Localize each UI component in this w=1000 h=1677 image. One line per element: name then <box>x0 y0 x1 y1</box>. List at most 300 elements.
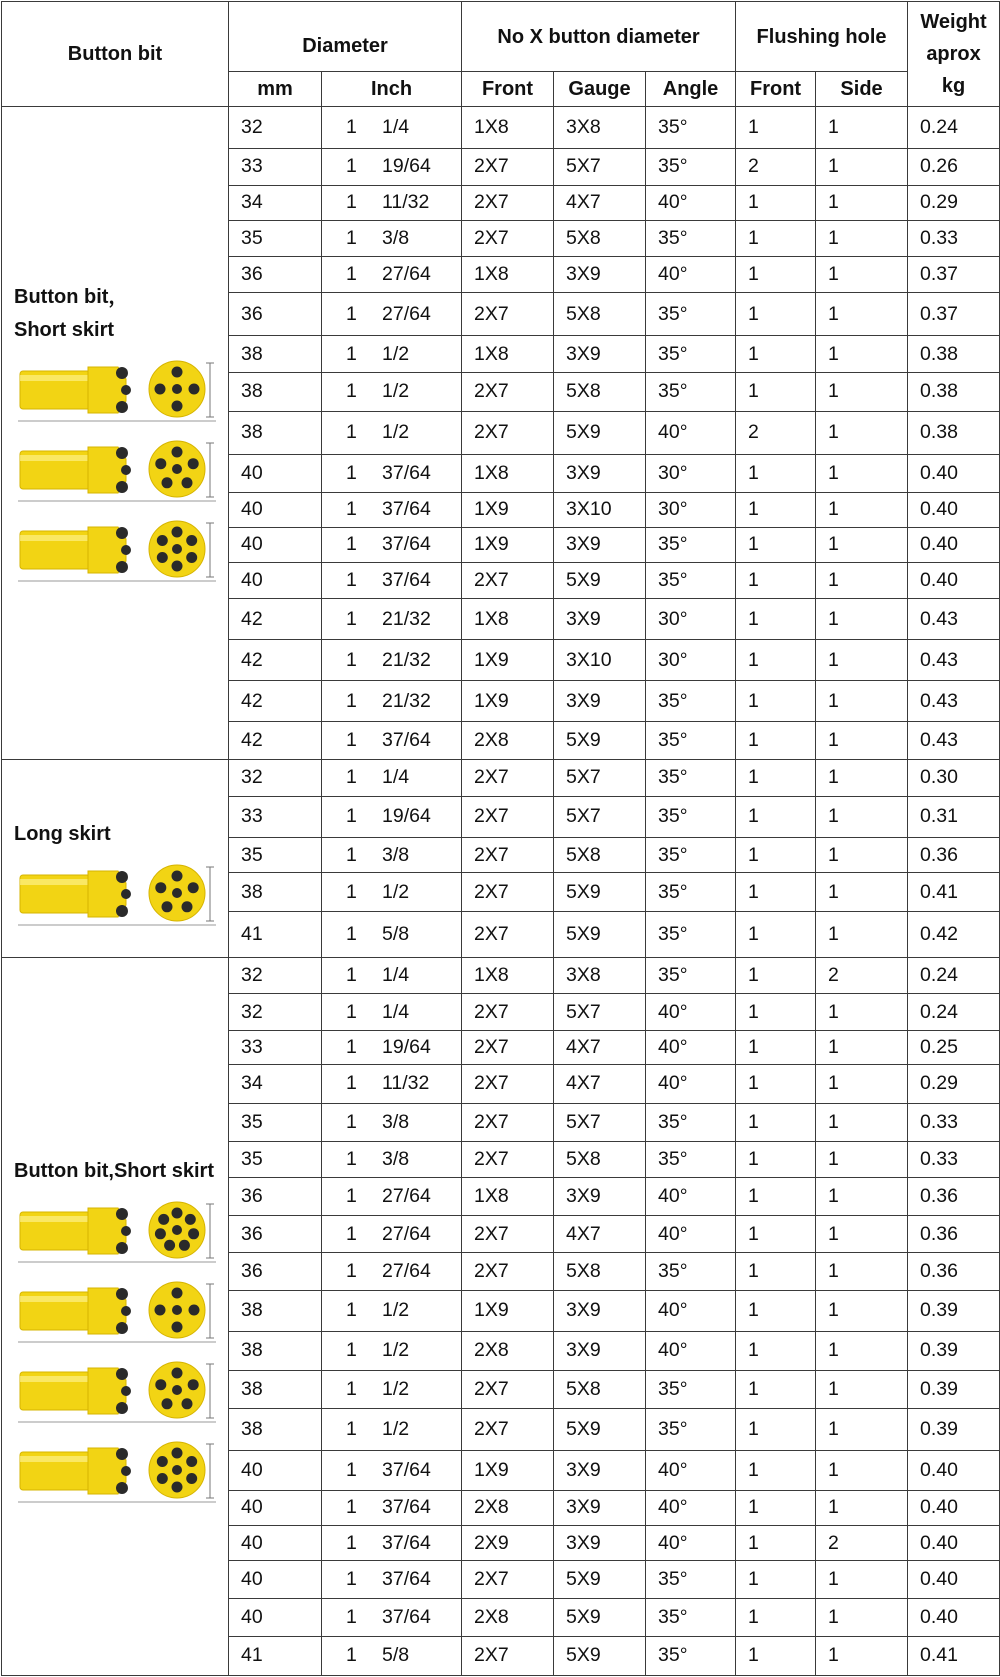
cell-flush-side: 1 <box>816 1636 908 1675</box>
cell-weight: 0.40 <box>908 527 1000 563</box>
header-weight-line-2: aprox <box>926 43 981 65</box>
cell-weight: 0.43 <box>908 640 1000 681</box>
inch-fraction: 1/2 <box>382 880 410 903</box>
cell-gauge: 3X9 <box>554 1290 646 1331</box>
cell-flush-front: 1 <box>736 1216 816 1253</box>
inch-fraction: 1/2 <box>382 1417 410 1440</box>
cell-weight: 0.37 <box>908 257 1000 293</box>
category-cell <box>2 107 229 760</box>
cell-angle: 35° <box>646 796 736 837</box>
cell-mm: 35 <box>229 1103 322 1141</box>
cell-flush-side: 1 <box>816 1450 908 1490</box>
cell-gauge: 5X9 <box>554 1636 646 1675</box>
cell-gauge: 4X7 <box>554 1031 646 1065</box>
cell-weight: 0.40 <box>908 1450 1000 1490</box>
cell-gauge: 4X7 <box>554 185 646 220</box>
cell-angle: 40° <box>646 1450 736 1490</box>
cell-inch <box>322 1490 462 1526</box>
cell-flush-front: 1 <box>736 107 816 149</box>
cell-flush-front: 1 <box>736 1331 816 1370</box>
button-bit-short-skirt-2-drawing <box>14 439 219 505</box>
cell-inch <box>322 107 462 149</box>
cell-weight: 0.33 <box>908 1103 1000 1141</box>
cell-front: 2X7 <box>462 185 554 220</box>
header-product: Button bit <box>2 2 229 107</box>
cell-angle: 35° <box>646 220 736 257</box>
cell-front: 2X8 <box>462 1490 554 1526</box>
cell-inch <box>322 1408 462 1450</box>
cell-inch <box>322 912 462 957</box>
button-bit-spec-table <box>1 1 1000 1676</box>
inch-fraction: 37/64 <box>382 1531 431 1554</box>
cell-gauge: 5X7 <box>554 994 646 1031</box>
cell-flush-front: 1 <box>736 336 816 373</box>
cell-flush-front: 1 <box>736 1290 816 1331</box>
button-bit-short-skirt-6-image <box>14 1360 228 1426</box>
table-row <box>2 957 1000 994</box>
cell-mm: 40 <box>229 563 322 599</box>
cell-flush-side: 1 <box>816 1331 908 1370</box>
cell-flush-front: 1 <box>736 1526 816 1561</box>
cell-angle: 35° <box>646 107 736 149</box>
button-bit-long-skirt-1-drawing <box>14 863 219 929</box>
cell-inch <box>322 411 462 454</box>
inch-whole: 1 <box>346 421 357 444</box>
cell-angle: 35° <box>646 912 736 957</box>
cell-inch <box>322 796 462 837</box>
inch-whole: 1 <box>346 1072 357 1095</box>
cell-flush-side: 1 <box>816 837 908 873</box>
cell-weight: 0.39 <box>908 1331 1000 1370</box>
cell-flush-side: 1 <box>816 1178 908 1216</box>
cell-angle: 40° <box>646 1526 736 1561</box>
header-flush-front: Front <box>736 72 816 107</box>
cell-weight: 0.43 <box>908 722 1000 760</box>
header-angle: Angle <box>646 72 736 107</box>
cell-flush-side: 1 <box>816 1103 908 1141</box>
cell-flush-front: 1 <box>736 640 816 681</box>
inch-whole: 1 <box>346 191 357 214</box>
cell-angle: 35° <box>646 149 736 186</box>
cell-front: 2X9 <box>462 1526 554 1561</box>
cell-flush-front: 1 <box>736 994 816 1031</box>
cell-flush-front: 1 <box>736 1064 816 1103</box>
cell-flush-front: 1 <box>736 220 816 257</box>
cell-gauge: 3X9 <box>554 1450 646 1490</box>
cell-flush-side: 1 <box>816 563 908 599</box>
cell-flush-side: 1 <box>816 640 908 681</box>
inch-fraction: 37/64 <box>382 1567 431 1590</box>
cell-mm: 36 <box>229 1252 322 1290</box>
inch-fraction: 37/64 <box>382 498 431 521</box>
cell-flush-side: 1 <box>816 1561 908 1599</box>
cell-mm: 36 <box>229 1216 322 1253</box>
cell-front: 1X9 <box>462 1450 554 1490</box>
cell-mm: 41 <box>229 912 322 957</box>
cell-gauge: 3X9 <box>554 1526 646 1561</box>
cell-mm: 35 <box>229 837 322 873</box>
cell-gauge: 3X9 <box>554 1490 646 1526</box>
inch-whole: 1 <box>346 1185 357 1208</box>
category-label: Long skirt <box>14 822 111 845</box>
inch-fraction: 1/4 <box>382 116 410 139</box>
cell-mm: 42 <box>229 722 322 760</box>
inch-whole: 1 <box>346 569 357 592</box>
cell-front: 2X7 <box>462 1141 554 1178</box>
cell-inch <box>322 994 462 1031</box>
cell-inch <box>322 681 462 722</box>
inch-whole: 1 <box>346 1110 357 1133</box>
inch-fraction: 1/2 <box>382 380 410 403</box>
cell-angle: 40° <box>646 1064 736 1103</box>
cell-mm: 40 <box>229 455 322 493</box>
cell-weight: 0.40 <box>908 1490 1000 1526</box>
cell-gauge: 3X8 <box>554 107 646 149</box>
cell-weight: 0.38 <box>908 336 1000 373</box>
cell-flush-front: 1 <box>736 1408 816 1450</box>
cell-mm: 40 <box>229 1490 322 1526</box>
cell-mm: 32 <box>229 957 322 994</box>
cell-weight: 0.39 <box>908 1408 1000 1450</box>
inch-fraction: 19/64 <box>382 805 431 828</box>
cell-inch <box>322 1450 462 1490</box>
cell-front: 2X7 <box>462 837 554 873</box>
cell-inch <box>322 1178 462 1216</box>
cell-mm: 40 <box>229 492 322 527</box>
cell-gauge: 5X9 <box>554 873 646 912</box>
inch-fraction: 37/64 <box>382 728 431 751</box>
cell-mm: 36 <box>229 1178 322 1216</box>
cell-inch <box>322 149 462 186</box>
table-row <box>2 107 1000 149</box>
cell-front: 2X7 <box>462 1252 554 1290</box>
cell-flush-side: 1 <box>816 1598 908 1636</box>
cell-angle: 35° <box>646 1636 736 1675</box>
cell-flush-front: 1 <box>736 1370 816 1408</box>
cell-flush-side: 1 <box>816 1490 908 1526</box>
cell-flush-side: 1 <box>816 1141 908 1178</box>
cell-flush-side: 1 <box>816 873 908 912</box>
cell-inch <box>322 492 462 527</box>
cell-weight: 0.39 <box>908 1290 1000 1331</box>
cell-inch <box>322 1141 462 1178</box>
cell-flush-side: 1 <box>816 293 908 336</box>
cell-weight: 0.37 <box>908 293 1000 336</box>
cell-weight: 0.29 <box>908 185 1000 220</box>
inch-whole: 1 <box>346 302 357 325</box>
inch-fraction: 1/4 <box>382 1000 410 1023</box>
cell-inch <box>322 1370 462 1408</box>
cell-flush-side: 1 <box>816 599 908 640</box>
header-weight-line-3: kg <box>941 75 966 97</box>
cell-inch <box>322 293 462 336</box>
cell-front: 1X9 <box>462 640 554 681</box>
cell-flush-front: 1 <box>736 873 816 912</box>
header-row-1 <box>2 2 1000 72</box>
cell-front: 2X7 <box>462 796 554 837</box>
cell-weight: 0.36 <box>908 1216 1000 1253</box>
inch-fraction: 27/64 <box>382 1222 431 1245</box>
cell-gauge: 5X7 <box>554 149 646 186</box>
cell-angle: 35° <box>646 1103 736 1141</box>
cell-angle: 35° <box>646 873 736 912</box>
inch-whole: 1 <box>346 1531 357 1554</box>
cell-weight: 0.42 <box>908 912 1000 957</box>
cell-inch <box>322 1103 462 1141</box>
cell-flush-side: 1 <box>816 1290 908 1331</box>
cell-front: 2X7 <box>462 873 554 912</box>
inch-fraction: 27/64 <box>382 1259 431 1282</box>
cell-weight: 0.39 <box>908 1370 1000 1408</box>
cell-front: 1X8 <box>462 336 554 373</box>
cell-angle: 35° <box>646 293 736 336</box>
cell-weight: 0.36 <box>908 1178 1000 1216</box>
cell-angle: 40° <box>646 994 736 1031</box>
cell-flush-front: 1 <box>736 1103 816 1141</box>
cell-mm: 38 <box>229 1370 322 1408</box>
cell-gauge: 5X8 <box>554 220 646 257</box>
cell-flush-side: 1 <box>816 185 908 220</box>
cell-angle: 40° <box>646 257 736 293</box>
cell-gauge: 5X8 <box>554 1370 646 1408</box>
header-diameter: Diameter <box>229 2 462 72</box>
inch-fraction: 37/64 <box>382 569 431 592</box>
cell-mm: 38 <box>229 1331 322 1370</box>
cell-flush-front: 1 <box>736 912 816 957</box>
cell-flush-front: 1 <box>736 1490 816 1526</box>
inch-fraction: 27/64 <box>382 1185 431 1208</box>
cell-front: 2X7 <box>462 1031 554 1065</box>
cell-front: 2X7 <box>462 1064 554 1103</box>
cell-inch <box>322 1598 462 1636</box>
cell-flush-front: 1 <box>736 759 816 796</box>
cell-inch <box>322 336 462 373</box>
header-flush-side: Side <box>816 72 908 107</box>
inch-fraction: 1/2 <box>382 342 410 365</box>
cell-front: 1X9 <box>462 492 554 527</box>
inch-whole: 1 <box>346 116 357 139</box>
cell-mm: 33 <box>229 796 322 837</box>
cell-flush-side: 1 <box>816 455 908 493</box>
cell-flush-side: 1 <box>816 149 908 186</box>
inch-fraction: 37/64 <box>382 1496 431 1519</box>
cell-angle: 30° <box>646 492 736 527</box>
inch-whole: 1 <box>346 648 357 671</box>
cell-flush-side: 1 <box>816 759 908 796</box>
cell-weight: 0.38 <box>908 373 1000 412</box>
cell-front: 1X8 <box>462 455 554 493</box>
cell-gauge: 3X8 <box>554 957 646 994</box>
cell-mm: 32 <box>229 759 322 796</box>
cell-weight: 0.40 <box>908 563 1000 599</box>
inch-whole: 1 <box>346 1605 357 1628</box>
category-cell <box>2 957 229 1675</box>
cell-gauge: 4X7 <box>554 1064 646 1103</box>
cell-front: 2X7 <box>462 1103 554 1141</box>
cell-weight: 0.24 <box>908 957 1000 994</box>
inch-fraction: 5/8 <box>382 1644 410 1667</box>
cell-flush-front: 1 <box>736 492 816 527</box>
cell-flush-front: 1 <box>736 837 816 873</box>
cell-angle: 40° <box>646 185 736 220</box>
cell-flush-side: 1 <box>816 994 908 1031</box>
cell-mm: 36 <box>229 293 322 336</box>
inch-whole: 1 <box>346 1377 357 1400</box>
cell-gauge: 5X8 <box>554 837 646 873</box>
button-bit-short-skirt-1-drawing <box>14 359 219 425</box>
inch-fraction: 5/8 <box>382 922 410 945</box>
header-buttons: No X button diameter <box>462 2 736 72</box>
inch-whole: 1 <box>346 1458 357 1481</box>
cell-weight: 0.40 <box>908 1598 1000 1636</box>
cell-flush-front: 1 <box>736 1636 816 1675</box>
category-label: Button bit,Short skirt <box>14 1159 214 1182</box>
cell-inch <box>322 837 462 873</box>
cell-inch <box>322 1252 462 1290</box>
cell-flush-front: 1 <box>736 1031 816 1065</box>
button-bit-long-skirt-1-image <box>14 863 228 929</box>
cell-front: 2X8 <box>462 1331 554 1370</box>
cell-weight: 0.31 <box>908 796 1000 837</box>
cell-inch <box>322 1064 462 1103</box>
cell-mm: 32 <box>229 994 322 1031</box>
cell-angle: 40° <box>646 1290 736 1331</box>
cell-flush-side: 1 <box>816 1064 908 1103</box>
cell-weight: 0.40 <box>908 1526 1000 1561</box>
table-body <box>2 107 1000 1676</box>
cell-flush-side: 1 <box>816 107 908 149</box>
cell-flush-side: 1 <box>816 1408 908 1450</box>
cell-inch <box>322 1526 462 1561</box>
cell-gauge: 5X9 <box>554 722 646 760</box>
cell-angle: 30° <box>646 455 736 493</box>
header-gauge: Gauge <box>554 72 646 107</box>
cell-gauge: 3X9 <box>554 455 646 493</box>
inch-fraction: 27/64 <box>382 302 431 325</box>
cell-angle: 40° <box>646 1331 736 1370</box>
cell-flush-side: 1 <box>816 796 908 837</box>
cell-weight: 0.33 <box>908 1141 1000 1178</box>
cell-gauge: 3X9 <box>554 1331 646 1370</box>
cell-weight: 0.43 <box>908 681 1000 722</box>
cell-gauge: 4X7 <box>554 1216 646 1253</box>
inch-fraction: 11/32 <box>382 191 430 214</box>
button-bit-short-skirt-5-drawing <box>14 1280 219 1346</box>
inch-whole: 1 <box>346 1417 357 1440</box>
cell-mm: 34 <box>229 185 322 220</box>
inch-fraction: 3/8 <box>382 226 410 249</box>
cell-mm: 36 <box>229 257 322 293</box>
inch-fraction: 1/2 <box>382 1377 410 1400</box>
inch-whole: 1 <box>346 1035 357 1058</box>
cell-mm: 40 <box>229 1450 322 1490</box>
cell-front: 2X8 <box>462 1598 554 1636</box>
cell-gauge: 5X7 <box>554 759 646 796</box>
cell-weight: 0.24 <box>908 107 1000 149</box>
cell-gauge: 3X9 <box>554 1178 646 1216</box>
cell-front: 2X7 <box>462 563 554 599</box>
cell-flush-front: 1 <box>736 563 816 599</box>
cell-mm: 40 <box>229 527 322 563</box>
cell-mm: 41 <box>229 1636 322 1675</box>
cell-front: 2X8 <box>462 722 554 760</box>
cell-gauge: 5X9 <box>554 563 646 599</box>
cell-angle: 35° <box>646 957 736 994</box>
cell-inch <box>322 185 462 220</box>
cell-flush-front: 2 <box>736 149 816 186</box>
cell-front: 1X9 <box>462 681 554 722</box>
cell-weight: 0.33 <box>908 220 1000 257</box>
cell-mm: 32 <box>229 107 322 149</box>
cell-flush-side: 1 <box>816 257 908 293</box>
inch-whole: 1 <box>346 1339 357 1362</box>
inch-whole: 1 <box>346 607 357 630</box>
cell-inch <box>322 563 462 599</box>
cell-front: 2X7 <box>462 1370 554 1408</box>
cell-inch <box>322 957 462 994</box>
cell-inch <box>322 527 462 563</box>
cell-angle: 40° <box>646 411 736 454</box>
cell-weight: 0.26 <box>908 149 1000 186</box>
cell-inch <box>322 373 462 412</box>
cell-mm: 40 <box>229 1526 322 1561</box>
cell-mm: 35 <box>229 1141 322 1178</box>
cell-angle: 35° <box>646 527 736 563</box>
cell-weight: 0.40 <box>908 455 1000 493</box>
cell-angle: 35° <box>646 722 736 760</box>
cell-gauge: 5X9 <box>554 912 646 957</box>
button-bit-short-skirt-7-image <box>14 1440 228 1506</box>
cell-front: 1X9 <box>462 527 554 563</box>
cell-angle: 35° <box>646 563 736 599</box>
cell-inch <box>322 722 462 760</box>
cell-weight: 0.41 <box>908 873 1000 912</box>
cell-angle: 40° <box>646 1031 736 1065</box>
cell-front: 1X8 <box>462 107 554 149</box>
header-inch: Inch <box>322 72 462 107</box>
cell-flush-side: 1 <box>816 527 908 563</box>
cell-gauge: 5X8 <box>554 1252 646 1290</box>
cell-front: 2X7 <box>462 411 554 454</box>
cell-flush-front: 1 <box>736 527 816 563</box>
cell-flush-side: 1 <box>816 681 908 722</box>
inch-fraction: 19/64 <box>382 155 431 178</box>
inch-fraction: 11/32 <box>382 1072 430 1095</box>
inch-fraction: 1/2 <box>382 421 410 444</box>
cell-inch <box>322 1216 462 1253</box>
cell-flush-side: 1 <box>816 492 908 527</box>
cell-front: 1X8 <box>462 1178 554 1216</box>
cell-gauge: 5X9 <box>554 1561 646 1599</box>
cell-gauge: 5X8 <box>554 373 646 412</box>
inch-fraction: 37/64 <box>382 533 431 556</box>
cell-flush-front: 1 <box>736 455 816 493</box>
inch-fraction: 19/64 <box>382 1035 431 1058</box>
cell-gauge: 3X9 <box>554 681 646 722</box>
cell-mm: 40 <box>229 1561 322 1599</box>
cell-inch <box>322 1290 462 1331</box>
cell-gauge: 3X10 <box>554 640 646 681</box>
cell-angle: 40° <box>646 1490 736 1526</box>
button-bit-short-skirt-5-image <box>14 1280 228 1346</box>
inch-fraction: 37/64 <box>382 461 431 484</box>
cell-front: 2X7 <box>462 759 554 796</box>
cell-mm: 38 <box>229 411 322 454</box>
cell-inch <box>322 220 462 257</box>
cell-front: 2X7 <box>462 293 554 336</box>
cell-weight: 0.30 <box>908 759 1000 796</box>
cell-flush-front: 1 <box>736 681 816 722</box>
